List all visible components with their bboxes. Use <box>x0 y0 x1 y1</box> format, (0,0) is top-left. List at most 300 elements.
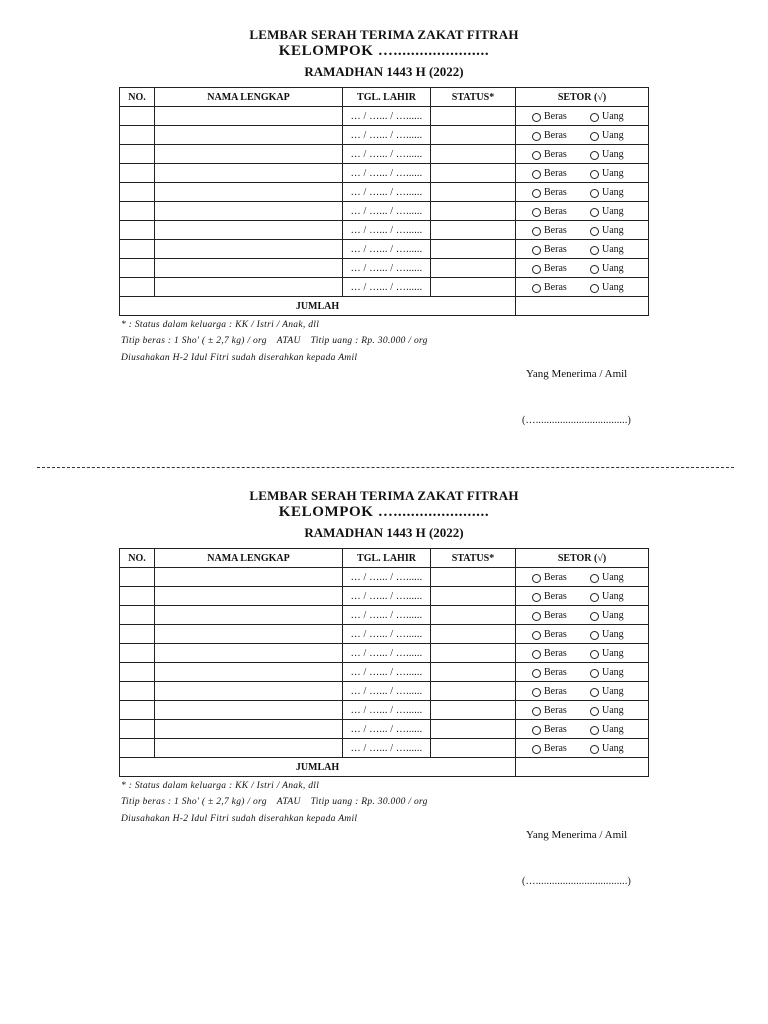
date-placeholder: … / …... / …...... <box>350 704 423 716</box>
header-no: NO. <box>120 549 155 568</box>
table-row <box>120 663 649 682</box>
total-row <box>120 297 649 316</box>
option-beras-label: Beras <box>544 704 567 716</box>
option-beras[interactable] <box>532 111 590 122</box>
radio-unchecked-icon[interactable] <box>590 151 599 160</box>
table-header-row <box>120 549 649 568</box>
option-uang[interactable] <box>590 130 624 141</box>
period-line: RAMADHAN 1443 H (2022) <box>304 525 464 540</box>
setor-cell <box>516 164 649 183</box>
zakat-form-sheet-2 <box>0 461 768 921</box>
radio-unchecked-icon[interactable] <box>590 189 599 198</box>
radio-unchecked-icon[interactable] <box>532 246 541 255</box>
option-beras[interactable] <box>532 743 590 754</box>
radio-unchecked-icon[interactable] <box>590 132 599 141</box>
name-cell[interactable] <box>155 259 343 278</box>
radio-unchecked-icon[interactable] <box>590 726 599 735</box>
option-uang[interactable] <box>590 572 624 583</box>
no-cell[interactable] <box>120 145 155 164</box>
zakat-table <box>119 87 649 316</box>
rice-rate: Titip beras : 1 Sho' ( ± 2,7 kg) / org <box>121 797 267 807</box>
name-cell[interactable] <box>155 145 343 164</box>
option-beras-label: Beras <box>544 224 567 236</box>
name-cell[interactable] <box>155 126 343 145</box>
table-row <box>120 240 649 259</box>
date-placeholder: … / …... / …...... <box>350 129 423 141</box>
option-uang[interactable] <box>590 263 624 274</box>
option-beras-label: Beras <box>544 647 567 659</box>
table-row <box>120 739 649 758</box>
option-beras-label: Beras <box>544 742 567 754</box>
birth-date-cell[interactable] <box>343 625 431 644</box>
option-beras[interactable] <box>532 187 590 198</box>
setor-cell <box>516 259 649 278</box>
status-cell[interactable] <box>431 701 516 720</box>
option-beras[interactable] <box>532 263 590 274</box>
no-cell[interactable] <box>120 126 155 145</box>
radio-unchecked-icon[interactable] <box>590 612 599 621</box>
total-label: JUMLAH <box>120 297 516 316</box>
option-beras[interactable] <box>532 705 590 716</box>
table-row <box>120 164 649 183</box>
option-uang-label: Uang <box>602 704 624 716</box>
option-uang-label: Uang <box>602 129 624 141</box>
table-row <box>120 606 649 625</box>
option-uang-label: Uang <box>602 571 624 583</box>
no-cell[interactable] <box>120 625 155 644</box>
option-uang[interactable] <box>590 667 624 678</box>
signature-placeholder[interactable]: (…..................................) <box>522 415 632 426</box>
setor-cell <box>516 107 649 126</box>
radio-unchecked-icon[interactable] <box>532 189 541 198</box>
option-uang[interactable] <box>590 206 624 217</box>
date-placeholder: … / …... / …...... <box>350 262 423 274</box>
radio-unchecked-icon[interactable] <box>532 170 541 179</box>
option-beras[interactable] <box>532 282 590 293</box>
header-birth-date: TGL. LAHIR <box>343 88 431 107</box>
form-title: LEMBAR SERAH TERIMA ZAKAT FITRAH <box>249 488 519 503</box>
no-cell[interactable] <box>120 164 155 183</box>
status-cell[interactable] <box>431 221 516 240</box>
radio-unchecked-icon[interactable] <box>590 745 599 754</box>
name-cell[interactable] <box>155 606 343 625</box>
table-row <box>120 221 649 240</box>
table-row <box>120 701 649 720</box>
table-row <box>120 202 649 221</box>
option-beras[interactable] <box>532 244 590 255</box>
table-body <box>120 107 649 297</box>
status-cell[interactable] <box>431 663 516 682</box>
zakat-form-sheet-1 <box>0 0 768 460</box>
radio-unchecked-icon[interactable] <box>590 265 599 274</box>
option-uang[interactable] <box>590 149 624 160</box>
status-cell[interactable] <box>431 278 516 297</box>
status-cell[interactable] <box>431 107 516 126</box>
radio-unchecked-icon[interactable] <box>532 650 541 659</box>
rice-rate: Titip beras : 1 Sho' ( ± 2,7 kg) / org <box>121 336 267 346</box>
birth-date-cell[interactable] <box>343 720 431 739</box>
status-note: * : Status dalam keluarga : KK / Istri / Anak, dll <box>121 320 320 330</box>
birth-date-cell[interactable] <box>343 278 431 297</box>
option-beras-label: Beras <box>544 590 567 602</box>
header-name: NAMA LENGKAP <box>155 88 343 107</box>
radio-unchecked-icon[interactable] <box>532 208 541 217</box>
money-rate: Titip uang : Rp. 30.000 / org <box>310 336 428 346</box>
option-uang[interactable] <box>590 686 624 697</box>
option-beras-label: Beras <box>544 110 567 122</box>
option-uang[interactable] <box>590 244 624 255</box>
birth-date-cell[interactable] <box>343 568 431 587</box>
option-uang-label: Uang <box>602 723 624 735</box>
option-uang-label: Uang <box>602 685 624 697</box>
birth-date-cell[interactable] <box>343 663 431 682</box>
radio-unchecked-icon[interactable] <box>532 151 541 160</box>
no-cell[interactable] <box>120 183 155 202</box>
setor-cell <box>516 663 649 682</box>
date-placeholder: … / …... / …...... <box>350 666 423 678</box>
birth-date-cell[interactable] <box>343 701 431 720</box>
option-uang-label: Uang <box>602 186 624 198</box>
option-uang-label: Uang <box>602 167 624 179</box>
option-uang-label: Uang <box>602 666 624 678</box>
option-beras[interactable] <box>532 168 590 179</box>
setor-cell <box>516 701 649 720</box>
option-beras[interactable] <box>532 591 590 602</box>
deadline-note: Diusahakan H-2 Idul Fitri sudah diserahkan kepada Amil <box>121 814 358 824</box>
setor-cell <box>516 682 649 701</box>
header-status: STATUS* <box>431 88 516 107</box>
header-setor: SETOR (√) <box>516 549 649 568</box>
date-placeholder: … / …... / …...... <box>350 590 423 602</box>
radio-unchecked-icon[interactable] <box>590 227 599 236</box>
table-row <box>120 259 649 278</box>
radio-unchecked-icon[interactable] <box>532 132 541 141</box>
radio-unchecked-icon[interactable] <box>590 284 599 293</box>
setor-cell <box>516 587 649 606</box>
no-cell[interactable] <box>120 259 155 278</box>
option-uang-label: Uang <box>602 609 624 621</box>
no-cell[interactable] <box>120 568 155 587</box>
table-row <box>120 587 649 606</box>
period-line: RAMADHAN 1443 H (2022) <box>304 64 464 79</box>
date-placeholder: … / …... / …...... <box>350 609 423 621</box>
option-uang-label: Uang <box>602 647 624 659</box>
name-cell[interactable] <box>155 568 343 587</box>
table-row <box>120 183 649 202</box>
status-cell[interactable] <box>431 682 516 701</box>
setor-cell <box>516 202 649 221</box>
date-placeholder: … / …... / …...... <box>350 186 423 198</box>
date-placeholder: … / …... / …...... <box>350 571 423 583</box>
no-cell[interactable] <box>120 221 155 240</box>
name-cell[interactable] <box>155 107 343 126</box>
radio-unchecked-icon[interactable] <box>532 574 541 583</box>
radio-unchecked-icon[interactable] <box>532 726 541 735</box>
option-beras-label: Beras <box>544 262 567 274</box>
option-beras[interactable] <box>532 667 590 678</box>
option-uang[interactable] <box>590 187 624 198</box>
name-cell[interactable] <box>155 587 343 606</box>
option-uang[interactable] <box>590 225 624 236</box>
option-uang-label: Uang <box>602 590 624 602</box>
signature-placeholder[interactable]: (…..................................) <box>522 876 632 887</box>
option-beras-label: Beras <box>544 685 567 697</box>
name-cell[interactable] <box>155 739 343 758</box>
header-setor: SETOR (√) <box>516 88 649 107</box>
radio-unchecked-icon[interactable] <box>532 227 541 236</box>
radio-unchecked-icon[interactable] <box>590 574 599 583</box>
option-beras[interactable] <box>532 686 590 697</box>
option-uang-label: Uang <box>602 148 624 160</box>
option-uang[interactable] <box>590 648 624 659</box>
total-row <box>120 758 649 777</box>
option-uang[interactable] <box>590 168 624 179</box>
option-uang-label: Uang <box>602 628 624 640</box>
option-uang-label: Uang <box>602 110 624 122</box>
date-placeholder: … / …... / …...... <box>350 723 423 735</box>
or-label: ATAU <box>276 336 301 346</box>
option-beras-label: Beras <box>544 609 567 621</box>
radio-unchecked-icon[interactable] <box>590 688 599 697</box>
option-beras-label: Beras <box>544 571 567 583</box>
status-cell[interactable] <box>431 183 516 202</box>
status-cell[interactable] <box>431 126 516 145</box>
option-uang[interactable] <box>590 591 624 602</box>
status-cell[interactable] <box>431 606 516 625</box>
name-cell[interactable] <box>155 221 343 240</box>
table-row <box>120 625 649 644</box>
radio-unchecked-icon[interactable] <box>590 246 599 255</box>
radio-unchecked-icon[interactable] <box>590 707 599 716</box>
radio-unchecked-icon[interactable] <box>590 170 599 179</box>
no-cell[interactable] <box>120 278 155 297</box>
birth-date-cell[interactable] <box>343 259 431 278</box>
header-no: NO. <box>120 88 155 107</box>
no-cell[interactable] <box>120 701 155 720</box>
option-beras-label: Beras <box>544 148 567 160</box>
or-label: ATAU <box>276 797 301 807</box>
option-beras-label: Beras <box>544 205 567 217</box>
status-cell[interactable] <box>431 259 516 278</box>
table-row <box>120 720 649 739</box>
date-placeholder: … / …... / …...... <box>350 148 423 160</box>
name-cell[interactable] <box>155 278 343 297</box>
no-cell[interactable] <box>120 720 155 739</box>
birth-date-cell[interactable] <box>343 682 431 701</box>
option-beras[interactable] <box>532 629 590 640</box>
date-placeholder: … / …... / …...... <box>350 243 423 255</box>
name-cell[interactable] <box>155 183 343 202</box>
setor-cell <box>516 625 649 644</box>
table-row <box>120 145 649 164</box>
option-uang-label: Uang <box>602 224 624 236</box>
radio-unchecked-icon[interactable] <box>590 631 599 640</box>
setor-cell <box>516 145 649 164</box>
date-placeholder: … / …... / …...... <box>350 647 423 659</box>
option-beras[interactable] <box>532 149 590 160</box>
option-uang[interactable] <box>590 724 624 735</box>
option-uang-label: Uang <box>602 205 624 217</box>
option-beras-label: Beras <box>544 281 567 293</box>
option-uang-label: Uang <box>602 262 624 274</box>
setor-cell <box>516 240 649 259</box>
receiver-label: Yang Menerima / Amil <box>526 829 628 841</box>
option-uang[interactable] <box>590 629 624 640</box>
no-cell[interactable] <box>120 240 155 259</box>
receiver-label: Yang Menerima / Amil <box>526 368 628 380</box>
birth-date-cell[interactable] <box>343 107 431 126</box>
radio-unchecked-icon[interactable] <box>532 688 541 697</box>
option-beras-label: Beras <box>544 243 567 255</box>
no-cell[interactable] <box>120 606 155 625</box>
zakat-table <box>119 548 649 777</box>
birth-date-cell[interactable] <box>343 221 431 240</box>
option-beras-label: Beras <box>544 129 567 141</box>
setor-cell <box>516 278 649 297</box>
setor-cell <box>516 568 649 587</box>
status-cell[interactable] <box>431 145 516 164</box>
radio-unchecked-icon[interactable] <box>590 650 599 659</box>
status-cell[interactable] <box>431 568 516 587</box>
birth-date-cell[interactable] <box>343 587 431 606</box>
date-placeholder: … / …... / …...... <box>350 110 423 122</box>
radio-unchecked-icon[interactable] <box>532 593 541 602</box>
setor-cell <box>516 739 649 758</box>
option-beras[interactable] <box>532 206 590 217</box>
radio-unchecked-icon[interactable] <box>532 669 541 678</box>
table-body <box>120 568 649 758</box>
radio-unchecked-icon[interactable] <box>590 208 599 217</box>
radio-unchecked-icon[interactable] <box>532 631 541 640</box>
option-beras-label: Beras <box>544 186 567 198</box>
radio-unchecked-icon[interactable] <box>532 707 541 716</box>
setor-cell <box>516 126 649 145</box>
money-rate: Titip uang : Rp. 30.000 / org <box>310 797 428 807</box>
no-cell[interactable] <box>120 107 155 126</box>
setor-cell <box>516 183 649 202</box>
table-row <box>120 107 649 126</box>
option-uang[interactable] <box>590 610 624 621</box>
status-cell[interactable] <box>431 644 516 663</box>
table-row <box>120 568 649 587</box>
option-beras[interactable] <box>532 130 590 141</box>
table-row <box>120 278 649 297</box>
option-uang-label: Uang <box>602 243 624 255</box>
option-beras[interactable] <box>532 572 590 583</box>
group-line: KELOMPOK …...................... <box>278 504 490 520</box>
total-label: JUMLAH <box>120 758 516 777</box>
date-placeholder: … / …... / …...... <box>350 281 423 293</box>
radio-unchecked-icon[interactable] <box>590 593 599 602</box>
name-cell[interactable] <box>155 720 343 739</box>
table-row <box>120 126 649 145</box>
birth-date-cell[interactable] <box>343 164 431 183</box>
option-uang[interactable] <box>590 705 624 716</box>
status-cell[interactable] <box>431 202 516 221</box>
form-title: LEMBAR SERAH TERIMA ZAKAT FITRAH <box>249 27 519 42</box>
date-placeholder: … / …... / …...... <box>350 167 423 179</box>
name-cell[interactable] <box>155 625 343 644</box>
name-cell[interactable] <box>155 644 343 663</box>
birth-date-cell[interactable] <box>343 145 431 164</box>
radio-unchecked-icon[interactable] <box>590 669 599 678</box>
radio-unchecked-icon[interactable] <box>532 612 541 621</box>
date-placeholder: … / …... / …...... <box>350 685 423 697</box>
name-cell[interactable] <box>155 701 343 720</box>
option-beras-label: Beras <box>544 167 567 179</box>
birth-date-cell[interactable] <box>343 126 431 145</box>
option-beras[interactable] <box>532 648 590 659</box>
no-cell[interactable] <box>120 739 155 758</box>
radio-unchecked-icon[interactable] <box>532 113 541 122</box>
status-cell[interactable] <box>431 720 516 739</box>
no-cell[interactable] <box>120 644 155 663</box>
no-cell[interactable] <box>120 663 155 682</box>
option-beras-label: Beras <box>544 666 567 678</box>
name-cell[interactable] <box>155 240 343 259</box>
table-row <box>120 682 649 701</box>
option-uang[interactable] <box>590 111 624 122</box>
status-cell[interactable] <box>431 587 516 606</box>
name-cell[interactable] <box>155 164 343 183</box>
header-birth-date: TGL. LAHIR <box>343 549 431 568</box>
status-cell[interactable] <box>431 240 516 259</box>
name-cell[interactable] <box>155 663 343 682</box>
total-value-cell[interactable] <box>516 758 649 777</box>
table-header-row <box>120 88 649 107</box>
radio-unchecked-icon[interactable] <box>532 284 541 293</box>
option-beras[interactable] <box>532 610 590 621</box>
no-cell[interactable] <box>120 682 155 701</box>
date-placeholder: … / …... / …...... <box>350 205 423 217</box>
status-cell[interactable] <box>431 739 516 758</box>
birth-date-cell[interactable] <box>343 240 431 259</box>
option-beras[interactable] <box>532 724 590 735</box>
option-uang-label: Uang <box>602 742 624 754</box>
rate-note <box>121 797 428 807</box>
birth-date-cell[interactable] <box>343 606 431 625</box>
radio-unchecked-icon[interactable] <box>590 113 599 122</box>
date-placeholder: … / …... / …...... <box>350 224 423 236</box>
name-cell[interactable] <box>155 202 343 221</box>
birth-date-cell[interactable] <box>343 183 431 202</box>
option-uang[interactable] <box>590 282 624 293</box>
option-beras-label: Beras <box>544 723 567 735</box>
option-beras-label: Beras <box>544 628 567 640</box>
setor-cell <box>516 644 649 663</box>
name-cell[interactable] <box>155 682 343 701</box>
no-cell[interactable] <box>120 202 155 221</box>
status-cell[interactable] <box>431 625 516 644</box>
total-value-cell[interactable] <box>516 297 649 316</box>
birth-date-cell[interactable] <box>343 644 431 663</box>
radio-unchecked-icon[interactable] <box>532 265 541 274</box>
radio-unchecked-icon[interactable] <box>532 745 541 754</box>
header-name: NAMA LENGKAP <box>155 549 343 568</box>
table-row <box>120 644 649 663</box>
status-cell[interactable] <box>431 164 516 183</box>
deadline-note: Diusahakan H-2 Idul Fitri sudah diserahkan kepada Amil <box>121 353 358 363</box>
birth-date-cell[interactable] <box>343 739 431 758</box>
setor-cell <box>516 720 649 739</box>
birth-date-cell[interactable] <box>343 202 431 221</box>
group-line: KELOMPOK …...................... <box>278 43 490 59</box>
option-uang-label: Uang <box>602 281 624 293</box>
no-cell[interactable] <box>120 587 155 606</box>
option-beras[interactable] <box>532 225 590 236</box>
date-placeholder: … / …... / …...... <box>350 628 423 640</box>
option-uang[interactable] <box>590 743 624 754</box>
